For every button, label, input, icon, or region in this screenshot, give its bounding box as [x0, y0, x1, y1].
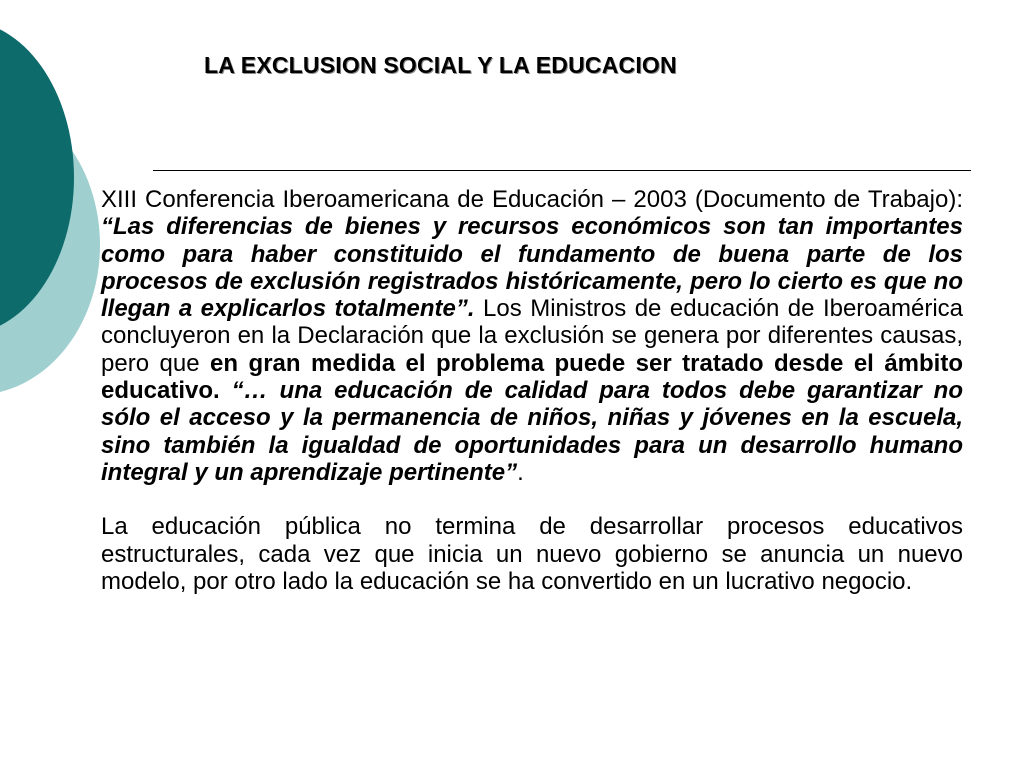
paragraph-middle: Los Ministros de educación de Iberoamérica concluyeron en la Declaración que la exclusión se genera por diferentes causas, pero que — [101, 295, 964, 377]
paragraph-end: . — [517, 458, 524, 486]
emphasis-educational-scope: en gran medida el problema puede ser tratado desde el ámbito educativo. — [101, 349, 964, 405]
paragraph-conference — [101, 186, 963, 486]
slide-title: LA EXCLUSION SOCIAL Y LA EDUCACION — [204, 52, 677, 78]
slide-body — [101, 186, 963, 595]
quote-quality-education: “… una educación de calidad para todos debe garantizar no sólo el acceso y la permanencia de niños, niñas y jóvenes en la escuela, sino también la igualdad de oportunidades para un desarrollo humano integral y un aprendizaje pertinente” — [101, 377, 963, 486]
title-divider-line — [153, 170, 971, 171]
paragraph-public-education: La educación pública no termina de desarrollar procesos educativos estructurales, cada vez que inicia un nuevo gobierno se anuncia un nuevo modelo, por otro lado la educación se ha convertido en un lucrativo negocio. — [101, 513, 963, 595]
paragraph-intro: XIII Conferencia Iberoamericana de Educación – 2003 (Documento de Trabajo): — [101, 186, 963, 213]
quote-economic-differences: “Las diferencias de bienes y recursos económicos son tan importantes como para haber constituido el fundamento de buena parte de los procesos de exclusión registrados históricamente, pero lo cierto es que no llegan a explicarlos totalmente”. — [101, 213, 963, 323]
